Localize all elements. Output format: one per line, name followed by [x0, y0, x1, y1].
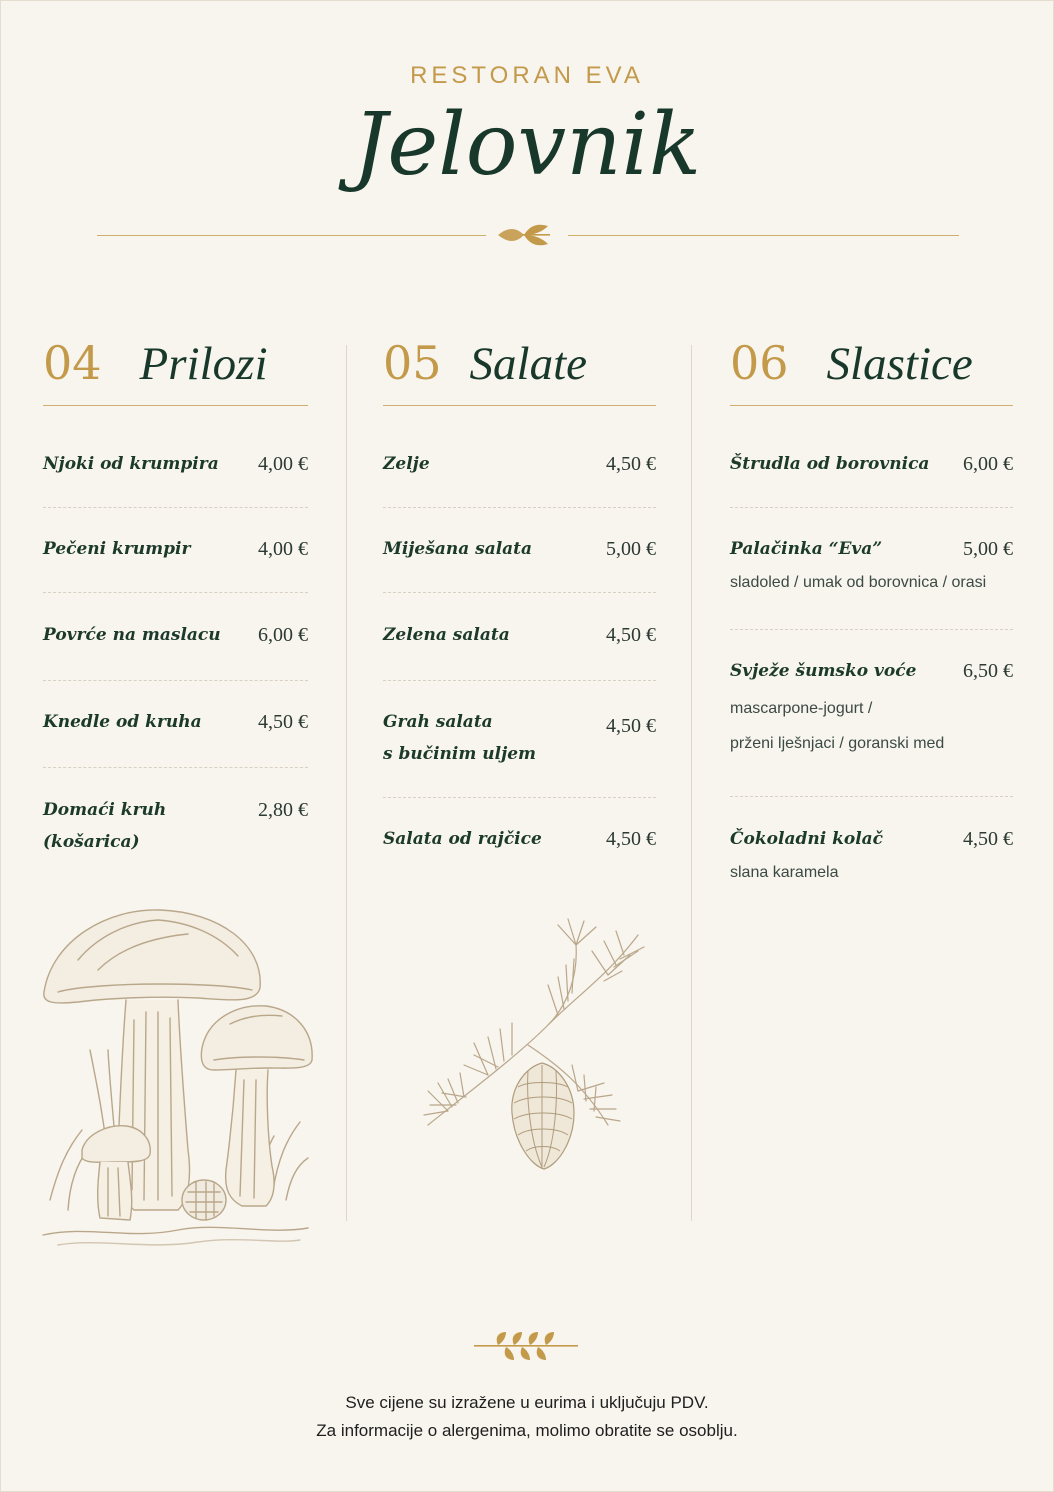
- item-price: 5,00 €: [963, 538, 1013, 560]
- item-description-line2: prženi lješnjaci / goranski med: [730, 735, 945, 752]
- footer-line-1: Sve cijene su izražene u eurima i uključuju PDV.: [345, 1393, 709, 1412]
- section-title: Prilozi: [139, 338, 268, 390]
- item-price: 4,50 €: [606, 715, 656, 737]
- laurel-branch-icon: [470, 1330, 582, 1362]
- item-divider: [43, 767, 308, 768]
- section-title: Salate: [469, 338, 588, 390]
- item-name: Njoki od krumpira: [43, 454, 219, 474]
- item-name: Knedle od kruha: [43, 712, 202, 732]
- menu-item: [730, 448, 1013, 480]
- section-salate: [383, 336, 656, 406]
- menu-item: [383, 706, 656, 770]
- item-name: Pečeni krumpir: [43, 539, 191, 559]
- section-header: [43, 336, 308, 406]
- item-price: 6,00 €: [963, 453, 1013, 475]
- menu-item: [383, 619, 656, 651]
- item-divider: [43, 680, 308, 681]
- item-description: sladoled / umak od borovnica / orasi: [730, 574, 987, 591]
- item-divider: [43, 592, 308, 593]
- item-divider: [383, 797, 656, 798]
- item-price: 4,50 €: [606, 828, 656, 850]
- item-divider: [383, 507, 656, 508]
- menu-title: Jelovnik: [352, 95, 702, 195]
- menu-item: [730, 823, 1013, 890]
- menu-item: [730, 655, 1013, 761]
- section-number: 05: [383, 336, 442, 390]
- section-prilozi: [43, 336, 308, 515]
- item-name: Zelena salata: [383, 625, 510, 645]
- header-rule-right: [568, 235, 959, 236]
- section-header: [383, 336, 656, 406]
- item-divider: [383, 592, 656, 593]
- menu-item: [383, 533, 656, 565]
- item-divider: [730, 629, 1013, 630]
- item-name: Domaći kruh (košarica): [43, 800, 167, 852]
- item-name: Čokoladni kolač: [730, 829, 884, 849]
- item-price: 4,00 €: [258, 538, 308, 560]
- item-description: mascarpone-jogurt /: [730, 700, 873, 717]
- item-name: Štrudla od borovnica: [730, 454, 930, 474]
- item-price: 4,00 €: [258, 453, 308, 475]
- section-number: 06: [730, 336, 789, 390]
- item-price: 2,80 €: [258, 799, 308, 821]
- item-name: Svježe šumsko voće: [730, 661, 917, 681]
- footer-line-2: Za informacije o alergenima, molimo obratite se osoblju.: [316, 1421, 738, 1440]
- section-header: [730, 336, 1013, 406]
- item-price: 5,00 €: [606, 538, 656, 560]
- menu-item: [43, 533, 308, 565]
- item-name: Zelje: [383, 454, 430, 474]
- item-price: 4,50 €: [963, 828, 1013, 850]
- item-price: 4,50 €: [606, 453, 656, 475]
- menu-item: [43, 619, 308, 651]
- item-name: Grah salata: [383, 712, 493, 732]
- menu-item: [730, 533, 1013, 600]
- item-name-line2: s bučinim uljem: [383, 744, 537, 764]
- item-description: slana karamela: [730, 864, 839, 881]
- item-name: Palačinka “Eva”: [730, 539, 883, 559]
- menu-item: [383, 448, 656, 480]
- section-slastice: [730, 336, 1013, 406]
- item-price: 4,50 €: [606, 624, 656, 646]
- mushrooms-illustration: [38, 900, 318, 1265]
- item-divider: [730, 796, 1013, 797]
- menu-item: [43, 448, 308, 480]
- column-divider: [346, 345, 347, 1221]
- item-name: Povrće na maslacu: [43, 625, 221, 645]
- item-divider: [43, 507, 308, 508]
- item-price: 6,00 €: [258, 624, 308, 646]
- item-price: 6,50 €: [963, 660, 1013, 682]
- item-divider: [383, 680, 656, 681]
- item-divider: [730, 507, 1013, 508]
- section-title: Slastice: [826, 338, 973, 390]
- footer-note: [0, 1389, 1054, 1445]
- restaurant-name: RESTORAN EVA: [410, 62, 644, 89]
- leaf-ornament-icon: [494, 218, 554, 252]
- menu-item: [43, 794, 308, 858]
- header-rule-left: [97, 235, 486, 236]
- section-number: 04: [43, 336, 102, 390]
- item-name: Salata od rajčice: [383, 829, 542, 849]
- item-name: Miješana salata: [383, 539, 533, 559]
- item-price: 4,50 €: [258, 711, 308, 733]
- column-divider: [691, 345, 692, 1221]
- menu-item: [383, 823, 656, 855]
- pine-branch-illustration: [408, 915, 656, 1175]
- menu-item: [43, 706, 308, 738]
